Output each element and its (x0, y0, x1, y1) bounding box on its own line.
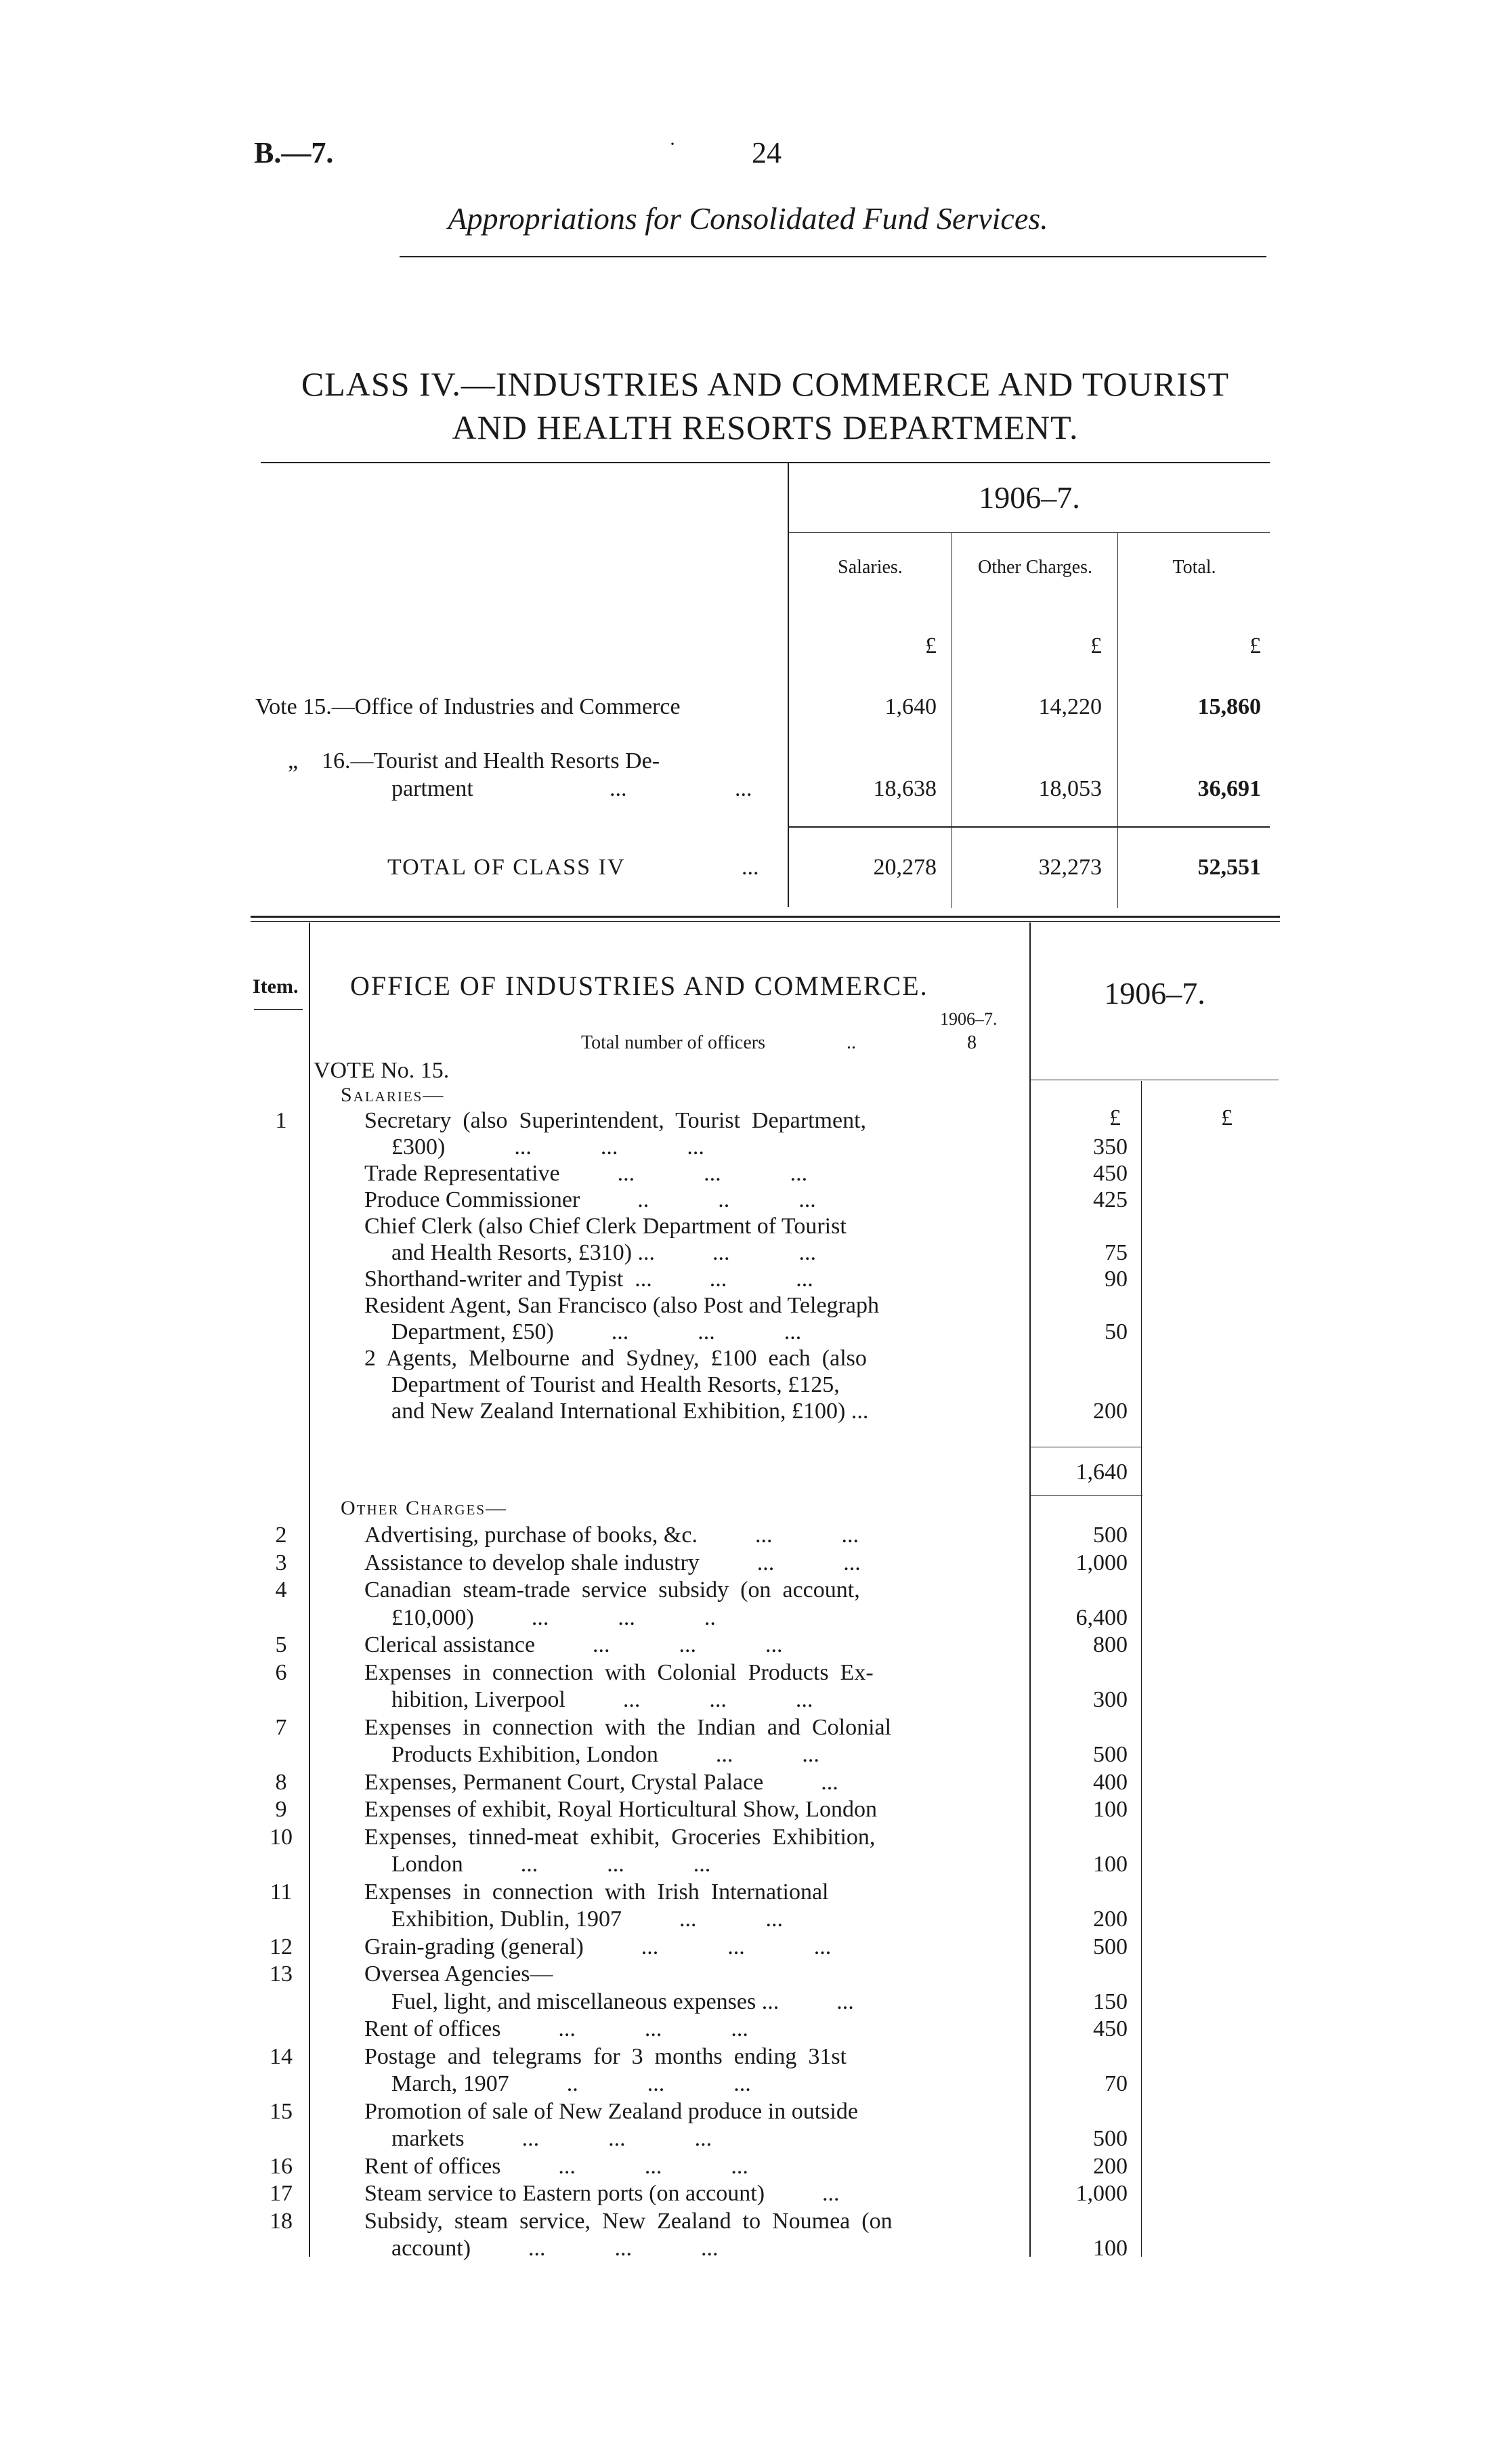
currency-symbol: £ (1109, 1105, 1121, 1130)
line-amount: 75 (1105, 1240, 1128, 1265)
amount-column-rule (1029, 922, 1031, 2257)
currency-symbol: £ (1221, 1105, 1233, 1130)
class-title-line2: AND HEALTH RESORTS DEPARTMENT. (452, 408, 1079, 446)
class-title-line1: CLASS IV.—INDUSTRIES AND COMMERCE AND TOURIST (301, 365, 1230, 403)
line-text: Produce Commissioner .. .. ... (364, 1187, 816, 1212)
summary-year-rule (789, 532, 1270, 533)
line-text: 2 Agents, Melbourne and Sydney, £100 each (also (364, 1346, 867, 1371)
line-amount: 350 (1093, 1134, 1128, 1160)
line-amount: 425 (1093, 1187, 1128, 1212)
currency-symbol: £ (925, 633, 937, 658)
item-number: 10 (270, 1824, 293, 1850)
item-number: 6 (275, 1659, 287, 1685)
page-number: 24 (752, 136, 782, 169)
column-header-other-charges: Other Charges. (978, 557, 1092, 578)
line-text: account) ... ... ... (391, 2236, 719, 2261)
currency-symbol: £ (1090, 633, 1102, 658)
summary-row-label: Vote 15.—Office of Industries and Commerce (255, 694, 681, 719)
header-rule (400, 256, 1266, 257)
line-text: Resident Agent, San Francisco (also Post and Telegraph (364, 1293, 879, 1318)
column-header-total: Total. (1172, 557, 1216, 578)
item-number: 17 (270, 2181, 293, 2206)
line-amount: 200 (1093, 1907, 1128, 1932)
summary-total-other: 32,273 (1038, 855, 1102, 880)
line-text: £300) ... ... ... (391, 1134, 704, 1160)
item-number: 1 (275, 1108, 287, 1133)
summary-total-rule (789, 826, 1270, 828)
salaries-subtotal: 1,640 (1075, 1460, 1128, 1485)
line-text: Clerical assistance ... ... ... (364, 1632, 783, 1657)
line-text: Trade Representative ... ... ... (364, 1161, 808, 1186)
summary-total-label: TOTAL OF CLASS IV (387, 855, 626, 880)
line-amount: 100 (1093, 1797, 1128, 1822)
line-amount: 400 (1093, 1769, 1128, 1795)
line-text: Postage and telegrams for 3 months ending 31st (364, 2043, 847, 2069)
line-amount: 100 (1093, 2236, 1128, 2261)
line-amount: 150 (1093, 1989, 1128, 2014)
line-text: Products Exhibition, London ... ... (391, 1742, 819, 1767)
line-text: Department, £50) ... ... ... (391, 1319, 802, 1344)
line-amount: 1,000 (1075, 2181, 1128, 2206)
summary-col-rule-2 (1117, 532, 1118, 908)
item-column-rule (309, 922, 310, 2257)
decorative-dot: · (669, 133, 676, 155)
line-text: markets ... ... ... (391, 2126, 712, 2151)
line-text: Expenses in connection with the Indian and Colonial (364, 1714, 892, 1740)
salaries-subtotal-rule-bottom (1031, 1495, 1142, 1496)
line-amount: 450 (1093, 1161, 1128, 1186)
summary-cell-salaries: 1,640 (884, 694, 937, 719)
line-amount: 200 (1093, 2153, 1128, 2179)
line-text: Promotion of sale of New Zealand produce in outside (364, 2098, 858, 2124)
summary-cell-salaries: 18,638 (873, 776, 937, 801)
line-amount: 500 (1093, 1523, 1128, 1548)
item-number: 9 (275, 1797, 287, 1822)
officers-year-column: 1906–7. (940, 1009, 998, 1029)
line-amount: 6,400 (1075, 1605, 1128, 1630)
item-header-rule (254, 1009, 303, 1010)
item-number: 3 (275, 1550, 287, 1575)
item-number: 8 (275, 1769, 287, 1795)
line-text: Department of Tourist and Health Resorts, £125, (391, 1372, 840, 1397)
line-text: Rent of offices ... ... ... (364, 2153, 748, 2179)
line-text: Advertising, purchase of books, &c. ... ... (364, 1523, 859, 1548)
summary-year: 1906–7. (979, 480, 1080, 515)
line-text: Shorthand-writer and Typist ... ... ... (364, 1267, 813, 1292)
line-text: and Health Resorts, £310) ... ... ... (391, 1240, 817, 1265)
line-text: March, 1907 .. ... ... (391, 2071, 751, 2096)
summary-row-label-cont: partment (391, 776, 473, 801)
class-title (203, 362, 1327, 449)
item-column-header: Item. (253, 975, 299, 998)
leader-dots: .. (847, 1032, 856, 1053)
item-number: 12 (270, 1934, 293, 1959)
line-amount: 70 (1105, 2071, 1128, 2096)
item-number: 7 (275, 1714, 287, 1740)
line-text: Expenses in connection with Colonial Products Ex- (364, 1659, 874, 1685)
line-text: Grain-grading (general) ... ... ... (364, 1934, 832, 1959)
line-amount: 800 (1093, 1632, 1128, 1657)
officers-label: Total number of officers (581, 1032, 765, 1053)
ditto-mark: „ (288, 748, 299, 773)
item-number: 14 (270, 2043, 293, 2069)
line-text: London ... ... ... (391, 1852, 711, 1877)
line-text: Rent of offices ... ... ... (364, 2016, 748, 2041)
summary-total-total: 52,551 (1197, 855, 1261, 880)
item-number: 18 (270, 2208, 293, 2234)
line-text: hibition, Liverpool ... ... ... (391, 1687, 813, 1712)
vote-heading: VOTE No. 15. (314, 1058, 450, 1083)
item-number: 4 (275, 1577, 287, 1602)
line-amount: 1,000 (1075, 1550, 1128, 1575)
office-title: OFFICE OF INDUSTRIES AND COMMERCE. (350, 971, 928, 1001)
line-text: Chief Clerk (also Chief Clerk Department of Tourist (364, 1214, 847, 1239)
line-text: Subsidy, steam service, New Zealand to Noumea (on (364, 2208, 893, 2234)
other-charges-heading: Other Charges— (341, 1497, 508, 1519)
summary-top-rule (261, 462, 1270, 463)
line-text: Expenses of exhibit, Royal Horticultural Show, London (364, 1797, 878, 1822)
line-amount: 500 (1093, 2126, 1128, 2151)
line-text: Canadian steam-trade service subsidy (on account, (364, 1577, 860, 1602)
page-subtitle: Appropriations for Consolidated Fund Services. (448, 201, 1048, 236)
amount-inner-rule (1141, 1081, 1142, 2257)
item-number: 16 (270, 2153, 293, 2179)
line-text: Fuel, light, and miscellaneous expenses ... ... (391, 1989, 854, 2014)
leader-dots: ... (742, 855, 759, 880)
line-amount: 500 (1093, 1934, 1128, 1959)
item-number: 13 (270, 1961, 293, 1987)
line-text: Assistance to develop shale industry ... ... (364, 1550, 861, 1575)
line-amount: 450 (1093, 2016, 1128, 2041)
summary-bottom-rule-2 (251, 921, 1280, 922)
summary-total-salaries: 20,278 (873, 855, 937, 880)
summary-cell-other: 18,053 (1038, 776, 1102, 801)
line-text: Exhibition, Dublin, 1907 ... ... (391, 1907, 783, 1932)
summary-divider-left (788, 463, 789, 907)
document-reference: B.—7. (254, 136, 334, 169)
line-amount: 500 (1093, 1742, 1128, 1767)
salaries-heading: Salaries— (341, 1084, 445, 1106)
summary-cell-other: 14,220 (1038, 694, 1102, 719)
item-number: 11 (270, 1879, 293, 1905)
summary-cell-total: 36,691 (1197, 776, 1261, 801)
line-amount: 200 (1093, 1399, 1128, 1424)
item-number: 2 (275, 1523, 287, 1548)
currency-symbol: £ (1249, 633, 1261, 658)
line-text: Oversea Agencies— (364, 1961, 553, 1987)
summary-cell-total: 15,860 (1197, 694, 1261, 719)
item-number: 5 (275, 1632, 287, 1657)
line-amount: 50 (1105, 1319, 1128, 1344)
item-number: 15 (270, 2098, 293, 2124)
line-text: Expenses, Permanent Court, Crystal Palace ... (364, 1769, 838, 1795)
line-amount: 100 (1093, 1852, 1128, 1877)
line-text: Expenses in connection with Irish International (364, 1879, 829, 1905)
summary-bottom-rule (251, 916, 1280, 918)
line-text: and New Zealand International Exhibition, £100) ... (391, 1399, 869, 1424)
line-text: Secretary (also Superintendent, Tourist Department, (364, 1108, 867, 1133)
summary-row-label: 16.—Tourist and Health Resorts De- (322, 748, 660, 773)
leader-dots: ... (735, 776, 752, 801)
line-amount: 90 (1105, 1267, 1128, 1292)
line-text: £10,000) ... ... .. (391, 1605, 716, 1630)
leader-dots: ... (610, 776, 627, 801)
column-header-salaries: Salaries. (838, 557, 903, 578)
detail-year-heading: 1906–7. (1104, 976, 1205, 1011)
line-text: Steam service to Eastern ports (on account) ... (364, 2181, 840, 2206)
line-amount: 300 (1093, 1687, 1128, 1712)
officers-count: 8 (967, 1032, 977, 1053)
line-text: Expenses, tinned-meat exhibit, Groceries Exhibition, (364, 1824, 876, 1850)
